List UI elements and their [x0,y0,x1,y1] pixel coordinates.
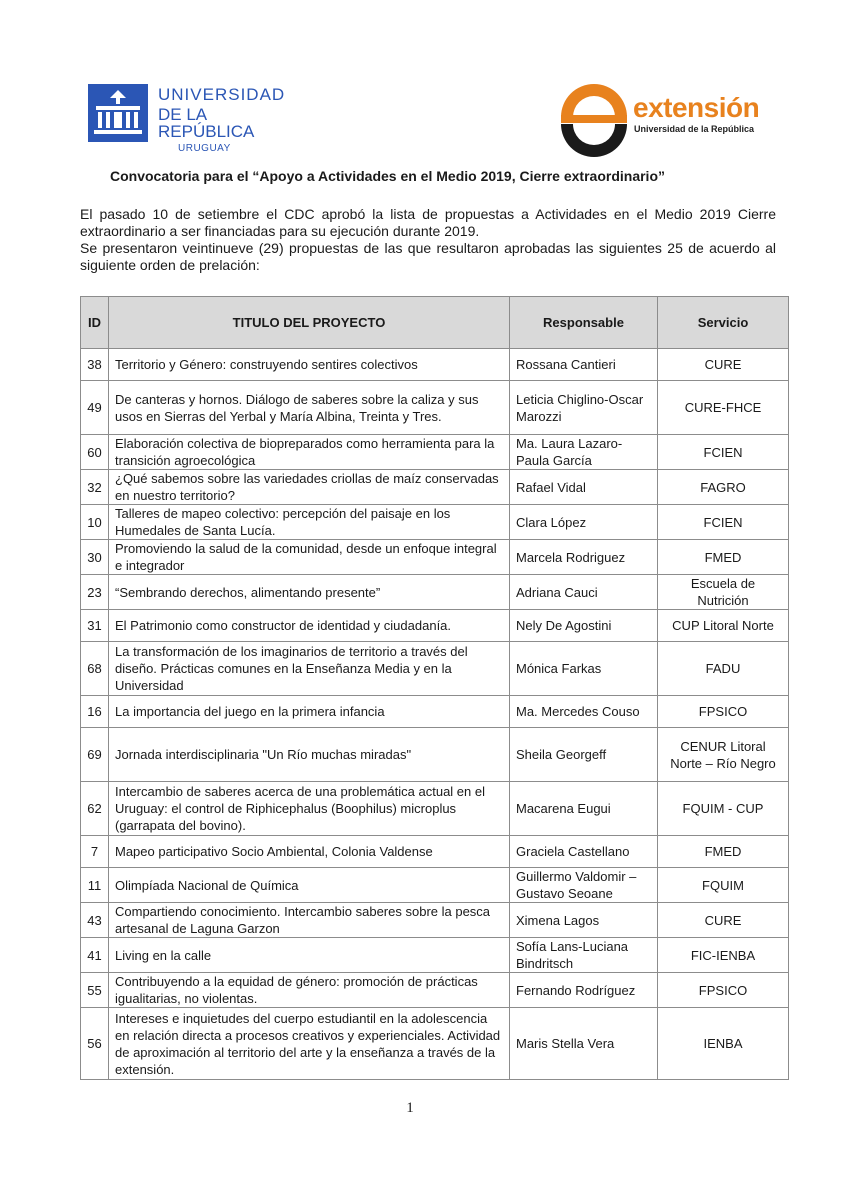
table-row [81,642,789,696]
row-title: “Sembrando derechos, alimentando presente” [109,575,510,610]
table-row [81,470,789,505]
row-responsible: Ma. Mercedes Couso [510,696,658,728]
header-title: TITULO DEL PROYECTO [109,297,510,349]
row-title: Jornada interdisciplinaria "Un Río muchas miradas" [109,728,510,782]
row-title: Talleres de mapeo colectivo: percepción del paisaje en los Humedales de Santa Lucía. [109,505,510,540]
row-service: Escuela de Nutrición [658,575,789,610]
row-responsible: Sofía Lans-Luciana Bindritsch [510,938,658,973]
table-row [81,728,789,782]
row-responsible: Leticia Chiglino-Oscar Marozzi [510,381,658,435]
row-id: 55 [81,973,109,1008]
row-service: CUP Litoral Norte [658,610,789,642]
row-title: Mapeo participativo Socio Ambiental, Colonia Valdense [109,836,510,868]
row-title: Promoviendo la salud de la comunidad, desde un enfoque integral e integrador [109,540,510,575]
page-number: 1 [406,1100,414,1116]
intro-paragraph-2: Se presentaron veintinueve (29) propuestas de las que resultaron aprobadas las siguientes 25 de acuerdo al siguiente orden de prelación: [80,240,776,273]
row-id: 60 [81,435,109,470]
header-id: ID [81,297,109,349]
row-title: ¿Qué sabemos sobre las variedades criollas de maíz conservadas en nuestro territorio? [109,470,510,505]
row-title: De canteras y hornos. Diálogo de saberes sobre la caliza y sus usos en Sierras del Yerbal y María Albina, Treinta y Tres. [109,381,510,435]
row-title: Compartiendo conocimiento. Intercambio saberes sobre la pesca artesanal de Laguna Garzon [109,903,510,938]
row-id: 23 [81,575,109,610]
row-id: 68 [81,642,109,696]
row-service: FADU [658,642,789,696]
table-row [81,836,789,868]
row-service: FMED [658,836,789,868]
row-title: Contribuyendo a la equidad de género: promoción de prácticas igualitarias, no violentas. [109,973,510,1008]
row-service: FCIEN [658,505,789,540]
table-header-row [81,297,789,349]
table-row [81,903,789,938]
extension-logo [555,78,775,158]
udelar-line2: DE LA REPÚBLICA [158,105,255,141]
extension-wordmark: extensión [633,92,760,123]
row-responsible: Sheila Georgeff [510,728,658,782]
row-id: 32 [81,470,109,505]
table-row [81,349,789,381]
row-responsible: Graciela Castellano [510,836,658,868]
row-service: CURE [658,349,789,381]
row-service: FIC-IENBA [658,938,789,973]
table-row [81,868,789,903]
row-title: La transformación de los imaginarios de territorio a través del diseño. Prácticas comunes en la Enseñanza Media y en la Universidad [109,642,510,696]
row-id: 56 [81,1008,109,1080]
row-title: Intercambio de saberes acerca de una problemática actual en el Uruguay: el control de Riphicephalus (Boophilus) microplus (garrapata del bovino). [109,782,510,836]
row-responsible: Guillermo Valdomir – Gustavo Seoane [510,868,658,903]
row-title: El Patrimonio como constructor de identidad y ciudadanía. [109,610,510,642]
row-service: FQUIM - CUP [658,782,789,836]
row-service: CURE-FHCE [658,381,789,435]
row-responsible: Clara López [510,505,658,540]
extension-subtitle: Universidad de la República [634,124,755,134]
table-row [81,782,789,836]
row-responsible: Fernando Rodríguez [510,973,658,1008]
extension-e-mark-icon [555,78,633,158]
document-title: Convocatoria para el “Apoyo a Actividades en el Medio 2019, Cierre extraordinario” [110,168,665,184]
row-id: 10 [81,505,109,540]
row-id: 69 [81,728,109,782]
udelar-line3: URUGUAY [178,143,231,154]
row-responsible: Macarena Eugui [510,782,658,836]
table-row [81,938,789,973]
header-responsible: Responsable [510,297,658,349]
udelar-line1: UNIVERSIDAD [158,85,286,104]
row-id: 43 [81,903,109,938]
row-title: Intereses e inquietudes del cuerpo estudiantil en la adolescencia en relación directa a procesos creativos y experienciales. Actividad de aproximación al territorio del arte y la enseñanza a través de la extensión. [109,1008,510,1080]
table-row [81,973,789,1008]
row-service: FPSICO [658,696,789,728]
row-id: 62 [81,782,109,836]
university-crest-icon [88,84,148,142]
row-responsible: Rafael Vidal [510,470,658,505]
row-title: Olimpíada Nacional de Química [109,868,510,903]
row-responsible: Ximena Lagos [510,903,658,938]
row-responsible: Marcela Rodriguez [510,540,658,575]
row-service: FPSICO [658,973,789,1008]
table-row [81,1008,789,1080]
row-id: 31 [81,610,109,642]
row-title: La importancia del juego en la primera infancia [109,696,510,728]
table-row [81,505,789,540]
row-responsible: Maris Stella Vera [510,1008,658,1080]
row-responsible: Rossana Cantieri [510,349,658,381]
header-service: Servicio [658,297,789,349]
row-service: CURE [658,903,789,938]
table-row [81,381,789,435]
row-service: FMED [658,540,789,575]
row-id: 30 [81,540,109,575]
row-id: 7 [81,836,109,868]
row-service: FQUIM [658,868,789,903]
row-title: Territorio y Género: construyendo sentires colectivos [109,349,510,381]
row-id: 16 [81,696,109,728]
row-id: 49 [81,381,109,435]
row-responsible: Ma. Laura Lazaro-Paula García [510,435,658,470]
row-id: 41 [81,938,109,973]
row-service: FAGRO [658,470,789,505]
row-responsible: Adriana Cauci [510,575,658,610]
table-row [81,435,789,470]
table-body [81,349,789,1080]
udelar-wordmark [158,86,288,154]
row-service: IENBA [658,1008,789,1080]
row-responsible: Mónica Farkas [510,642,658,696]
table-row [81,696,789,728]
udelar-logo [88,84,288,154]
row-service: FCIEN [658,435,789,470]
row-service: CENUR Litoral Norte – Río Negro [658,728,789,782]
table-row [81,575,789,610]
intro-text [80,206,776,274]
row-title: Elaboración colectiva de biopreparados como herramienta para la transición agroecológica [109,435,510,470]
table-row [81,610,789,642]
row-id: 38 [81,349,109,381]
row-responsible: Nely De Agostini [510,610,658,642]
projects-table [80,296,789,1080]
row-title: Living en la calle [109,938,510,973]
table-row [81,540,789,575]
row-id: 11 [81,868,109,903]
intro-paragraph-1: El pasado 10 de setiembre el CDC aprobó la lista de propuestas a Actividades en el Medio 2019 Cierre extraordinario a ser financiadas para su ejecución durante 2019. [80,206,776,239]
